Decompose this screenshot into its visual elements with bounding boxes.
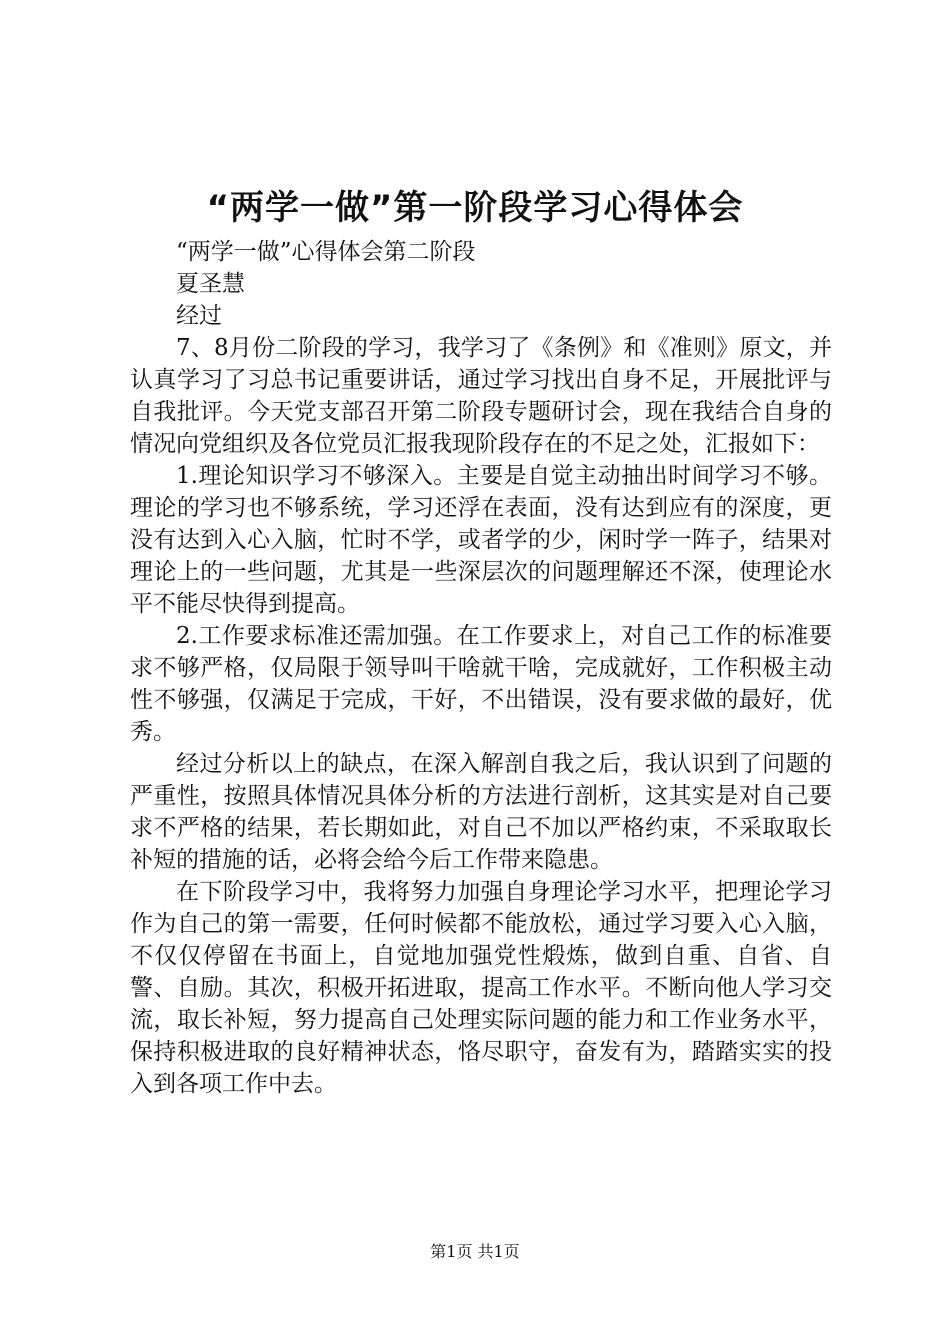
- paragraph-point-1: 1.理论知识学习不够深入。主要是自觉主动抽出时间学习不够。理论的学习也不够系统，学习还浮在表面，没有达到应有的深度，更没有达到入心入脑，忙时不学，或者学的少，闲时学一阵子，结果对理论上的一些问题，尤其是一些深层次的问题理解还不深，使理论水平不能尽快得到提高。: [130, 463, 832, 617]
- paragraph-plan: 在下阶段学习中，我将努力加强自身理论学习水平，把理论学习作为自己的第一需要，任何时候都不能放松，通过学习要入心入脑，不仅仅停留在书面上，自觉地加强党性煅炼，做到自重、自省、自警、自励。其次，积极开拓进取，提高工作水平。不断向他人学习交流，取长补短，努力提高自己处理实际问题的能力和工作业务水平，保持积极进取的良好精神状态，恪尽职守，奋发有为，踏踏实实的投入到各项工作中去。: [130, 879, 832, 1097]
- paragraph-analysis: 经过分析以上的缺点，在深入解剖自我之后，我认识到了问题的严重性，按照具体情况具体分析的方法进行剖析，这其实是对自己要求不严格的结果，若长期如此，对自己不加以严格约束，不采取取长补短的措施的话，必将会给今后工作带来隐患。: [130, 751, 832, 873]
- page-number-footer: 第1页 共1页: [430, 1242, 520, 1261]
- paragraph-point-2: 2.工作要求标准还需加强。在工作要求上，对自己工作的标准要求不够严格，仅局限于领导叫干啥就干啥，完成就好，工作积极主动性不够强，仅满足于完成，干好，不出错误，没有要求做的最好，优秀。: [130, 623, 832, 745]
- subtitle-line: “两学一做”心得体会第二阶段: [176, 239, 476, 265]
- author-line: 夏圣慧: [176, 271, 245, 297]
- document-body: [130, 236, 832, 1100]
- paragraph-intro: 7、8月份二阶段的学习，我学习了《条例》和《准则》原文，并认真学习了习总书记重要讲话，通过学习找出自身不足，开展批评与自我批评。今天党支部召开第二阶段专题研讨会，现在我结合自身的情况向党组织及各位党员汇报我现阶段存在的不足之处，汇报如下：: [130, 335, 832, 457]
- document-title: “两学一做”第一阶段学习心得体会: [206, 188, 744, 228]
- intro-line: 经过: [176, 303, 222, 329]
